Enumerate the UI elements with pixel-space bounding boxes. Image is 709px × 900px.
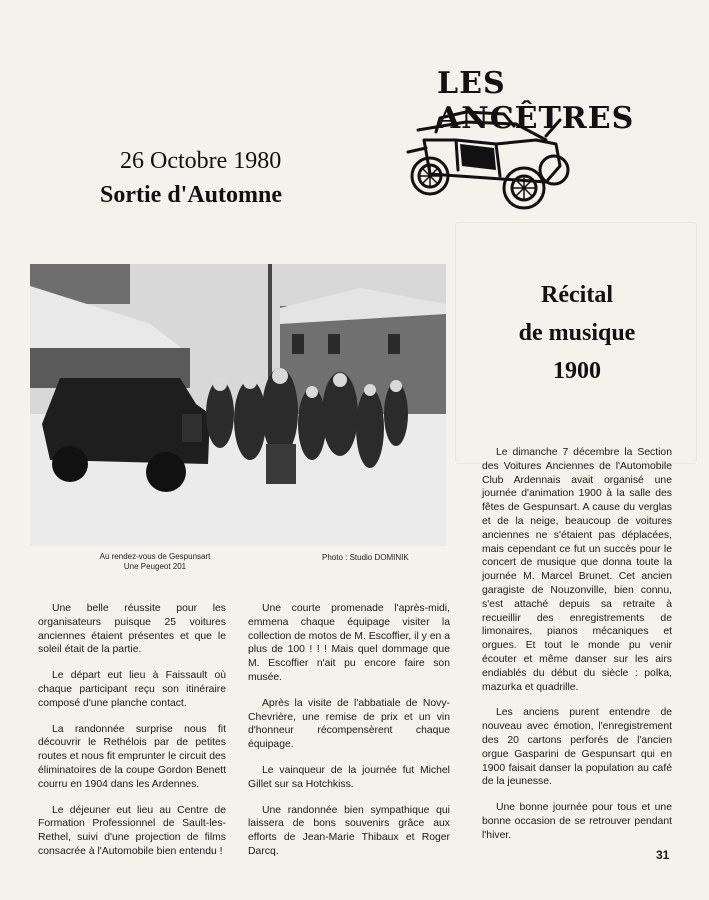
right-article-column [482, 446, 672, 855]
right-title-line2: de musique [518, 320, 636, 346]
article-paragraph: Une courte promenade l'après-midi, emmena chaque équipage visiter la collection de motos de M. Escoffier, il y en a plus de 100 ! ! ! Mais quel dommage que M. Escoffier n'ait pu encore faire son musée. [248, 603, 450, 683]
article-paragraph: Une belle réussite pour les organisateurs puisque 25 voitures anciennes étaient présentes et que le soleil était de la partie. [38, 603, 226, 656]
vintage-car-illustration [396, 100, 576, 212]
article-paragraph: Une randonnée bien sympathique qui laissera de bons souvenirs grâce aux efforts de Jean-Marie Thibaux et Roger Darcq. [248, 804, 450, 857]
article-paragraph: Le dimanche 7 décembre la Section des Voitures Anciennes de l'Automobile Club Ardennais avait organisé une journée d'animation 1900 à la salle des fêtes de Gespunsart. A cause du verglas et de la neige, beaucoup de voitures anciennes ne s'étaient pas déplacées, mais cependant ce fut un succès pour le concert de musique que donna toute la journée M. Marcel Brunet. Cet ancien garagiste de Nouzonville, bien connu, s'est attaché depuis sa retraite à recueillir des enregistrements de limonaires, pianos mécaniques et orgues. Et tout le monde pu venir écouter et même danser sur les airs endiablés du début du siècle : polka, mazurka et quadrille. [482, 447, 672, 693]
article-paragraph: La randonnée surprise nous fit découvrir le Rethélois par de petites routes et nous fit emprunter le circuit des éliminatoires de la coupe Gordon Benett courru en 1904 dans les Ardennes. [38, 723, 226, 790]
article-paragraph: Le déjeuner eut lieu au Centre de Formation Professionnel de Sault-les-Rethel, suivi d'une projection de films consacrée à l'Automobile bien entendu ! [38, 804, 226, 857]
right-article-title [470, 276, 684, 390]
article-title: Sortie d'Automne [100, 182, 282, 208]
article-paragraph: Le départ eut lieu à Faissault où chaque participant reçu son itinéraire composé d'une planche contact. [38, 670, 226, 709]
right-title-line3: 1900 [553, 358, 601, 384]
section-rubric: LES ANCÊTRES [437, 66, 635, 136]
right-title-line1: Récital [541, 282, 613, 308]
page-number: 31 [656, 848, 670, 862]
article-paragraph: Les anciens purent entendre de nouveau avec émotion, l'enregistrement des 20 cartons perforés de l'ancien orgue Gasparini de Gespunsart qui en 1900 faisait danser la population au café de la jeunesse. [482, 707, 672, 788]
photo-caption-line2: Une Peugeot 201 [123, 562, 187, 571]
article-date: 26 Octobre 1980 [120, 148, 282, 174]
photo-credit: Photo : Studio DOMINIK [322, 553, 409, 562]
left-article-column-2 [248, 602, 450, 871]
event-photo [30, 264, 446, 546]
left-article-column-1 [38, 602, 226, 871]
photo-caption [90, 552, 220, 572]
article-paragraph: Après la visite de l'abbatiale de Novy-Chevrière, une remise de prix et un vin d'honneur récompensèrent chaque équipage. [248, 697, 450, 751]
photo-caption-line1: Au rendez-vous de Gespunsart [99, 552, 211, 561]
article-paragraph: Le vainqueur de la journée fut Michel Gillet sur sa Hotchkiss. [248, 764, 450, 790]
article-paragraph: Une bonne journée pour tous et une bonne occasion de se retrouver pendant l'hiver. [482, 802, 672, 841]
